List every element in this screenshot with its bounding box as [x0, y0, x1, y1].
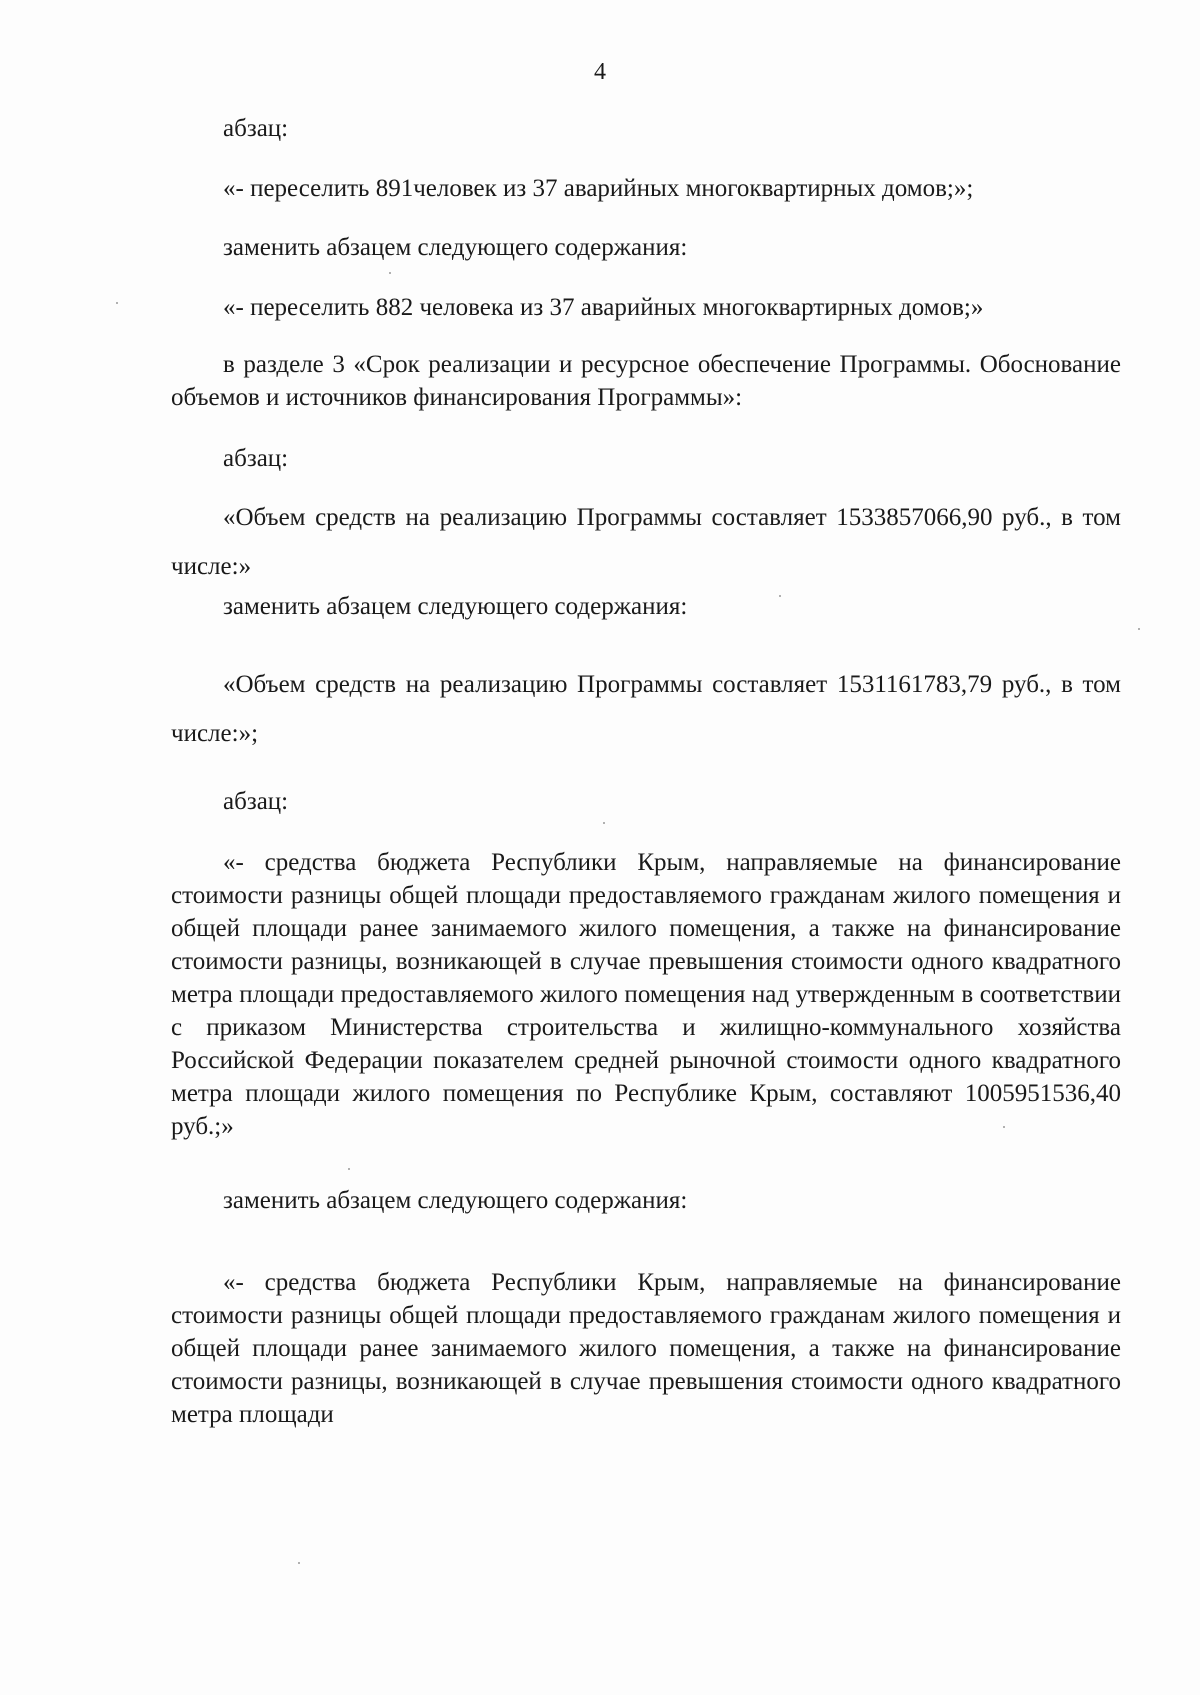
scan-speck — [1138, 628, 1140, 630]
paragraph-4: «- переселить 882 человека из 37 аварийных многоквартирных домов;» — [223, 294, 984, 321]
paragraph-10: абзац: — [223, 788, 289, 815]
paragraph-7: «Объем средств на реализацию Программы составляет 1533857066,90 руб., в том числе:» — [171, 504, 1121, 580]
paragraph-11: «- средства бюджета Республики Крым, направляемые на финансирование стоимости разницы общей площади предоставляемого гражданам жилого помещения и общей площади ранее занимаемого жилого помещения, а также на финансирование стоимости разницы, возникающей в случае превышения стоимости одного квадратного метра площади предоставляемого жилого помещения над утвержденным в соответствии с приказом Министерства строительства и жилищно-коммунального хозяйства Российской Федерации показателем средней рыночной стоимости одного квадратного метра площади жилого помещения по Республике Крым, составляют 1005951536,40 руб.;» — [171, 849, 1121, 1140]
paragraph-8: заменить абзацем следующего содержания: — [223, 593, 688, 620]
scan-speck — [348, 1168, 350, 1170]
paragraph-6: абзац: — [223, 445, 289, 472]
scan-speck — [1003, 1126, 1005, 1128]
paragraph-13: «- средства бюджета Республики Крым, направляемые на финансирование стоимости разницы общей площади предоставляемого гражданам жилого помещения и общей площади ранее занимаемого жилого помещения, а также на финансирование стоимости разницы, возникающей в случае превышения стоимости одного квадратного метра площади — [171, 1269, 1121, 1428]
scan-speck — [116, 302, 118, 304]
page-number: 4 — [594, 59, 606, 85]
paragraph-1: абзац: — [223, 115, 289, 142]
scan-speck — [389, 272, 391, 274]
scan-speck — [298, 1562, 300, 1564]
paragraph-2: «- переселить 891человек из 37 аварийных многоквартирных домов;»; — [223, 175, 974, 202]
paragraph-5: в разделе 3 «Срок реализации и ресурсное обеспечение Программы. Обоснование объемов и источников финансирования Программы»: — [171, 351, 1121, 411]
scan-speck — [603, 822, 605, 824]
paragraph-9: «Объем средств на реализацию Программы составляет 1531161783,79 руб., в том числе:»; — [171, 671, 1121, 747]
paragraph-3: заменить абзацем следующего содержания: — [223, 234, 688, 261]
paragraph-12: заменить абзацем следующего содержания: — [223, 1187, 688, 1214]
scan-speck — [779, 595, 781, 597]
